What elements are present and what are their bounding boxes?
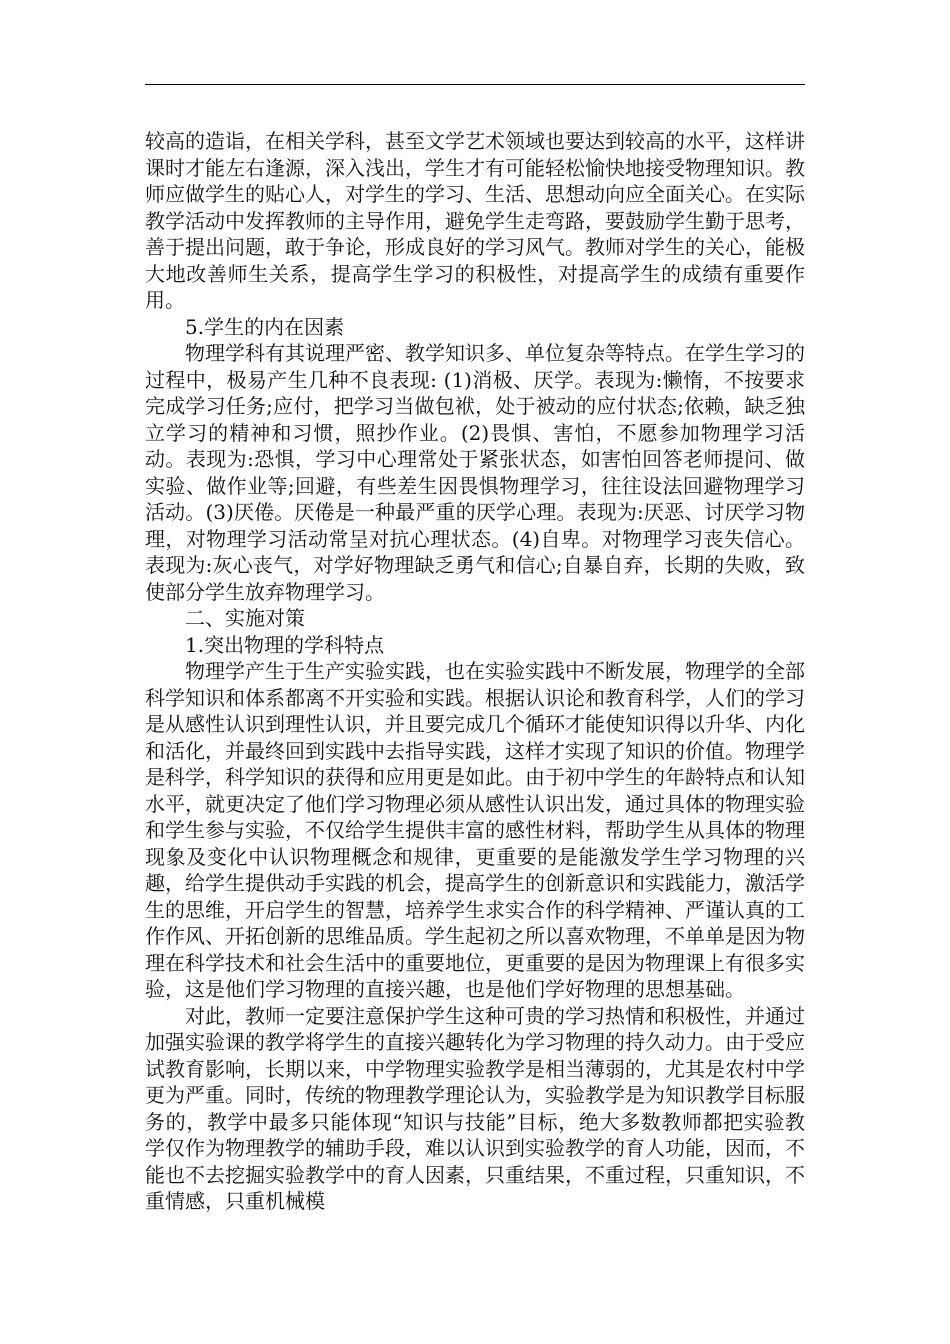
heading-implementation-strategies: 二、实施对策 [185,606,305,630]
heading-highlight-physics-features: 1.突出物理的学科特点 [185,632,385,657]
heading-student-internal-factors: 5.学生的内在因素 [185,314,345,339]
header-rule [145,84,805,85]
paragraph-protect-enthusiasm: 对此，教师一定要注意保护学生这种可贵的学习热情和积极性，并通过加强实验课的教学将学生的直接兴趣转化为学习物理的持久动力。由于受应试教育影响，长期以来，中学物理实验教学是相当薄弱的，尤其是农村中学更为严重。同时，传统的物理教学理论认为，实验教学是为知识教学目标服务的，教学中最多只能体现“知识与技能”目标，绝大多数教师都把实验教学仅作为物理教学的辅助手段，难以认识到实验教学的育人功能，因而，不能也不去挖掘实验教学中的育人因素，只重结果，不重过程，只重知识，不重情感，只重机械模 [145,1003,805,1213]
paragraph-physics-experiment-practice: 物理学产生于生产实验实践，也在实验实践中不断发展，物理学的全部科学知识和体系都离不开实验和实践。根据认识论和教育科学，人们的学习是从感性认识到理性认识，并且要完成几个循环才能使知识得以升华、内化和活化，并最终回到实践中去指导实践，这样才实现了知识的价值。物理学是科学，科学知识的获得和应用更是如此。由于初中学生的年龄特点和认知水平，就更决定了他们学习物理必须从感性认识出发，通过具体的物理实验和学生参与实验，不仅给学生提供丰富的感性材料，帮助学生从具体的物理现象及变化中认识物理概念和规律，更重要的是能激发学生学习物理的兴趣，给学生提供动手实践的机会，提高学生的创新意识和实践能力，激活学生的思维，开启学生的智慧，培养学生求实合作的科学精神、严谨认真的工作作风、开拓创新的思维品质。学生起初之所以喜欢物理，不单单是因为物理在科学技术和社会生活中的重要地位，更重要的是因为物理课上有很多实验，这是他们学习物理的直接兴趣，也是他们学好物理的思想基础。 [145,659,805,1001]
paragraph-bad-behaviors: 物理学科有其说理严密、教学知识多、单位复杂等特点。在学生学习的过程中，极易产生几种不良表现: (1)消极、厌学。表现为:懒惰，不按要求完成学习任务;应付，把学习当做包袱，处于被动的应付状态;依赖，缺乏独立学习的精神和习惯，照抄作业。(2)畏惧、害怕，不愿参加物理学习活动。表现为:恐惧，学习中心理常处于紧张状态，如害怕回答老师提问、做实验、做作业等;回避，有些差生因畏惧物理学习，往往设法回避物理学习活动。(3)厌倦。厌倦是一种最严重的厌学心理。表现为:厌恶、讨厌学习物理，对物理学习活动常呈对抗心理状态。(4)自卑。对物理学习丧失信心。表现为:灰心丧气，对学好物理缺乏勇气和信心;自暴自弃，长期的失败，致使部分学生放弃物理学习。 [145,341,805,604]
document-body [145,128,805,1215]
paragraph-teacher-care: 较高的造诣，在相关学科，甚至文学艺术领域也要达到较高的水平，这样讲课时才能左右逢源，深入浅出，学生才有可能轻松愉快地接受物理知识。教师应做学生的贴心人，对学生的学习、生活、思想动向应全面关心。在实际教学活动中发挥教师的主导作用，避免学生走弯路，要鼓励学生勤于思考，善于提出问题，敢于争论，形成良好的学习风气。教师对学生的关心，能极大地改善师生关系，提高学生学习的积极性，对提高学生的成绩有重要作用。 [145,129,805,312]
